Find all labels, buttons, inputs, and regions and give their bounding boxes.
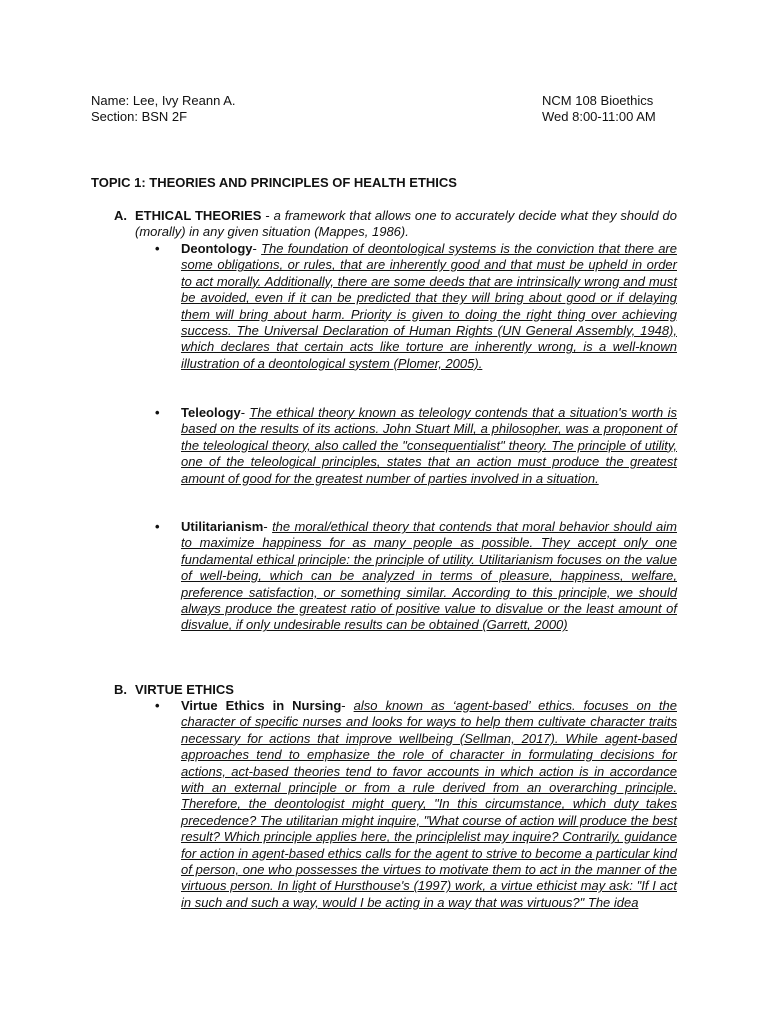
term-label: Utilitarianism	[181, 519, 264, 534]
section-a-heading	[114, 208, 677, 241]
term-label: Virtue Ethics in Nursing	[181, 698, 342, 713]
header-row-2	[91, 109, 666, 125]
term-label: Deontology	[181, 241, 253, 256]
class-schedule: Wed 8:00-11:00 AM	[542, 109, 656, 124]
topic-title: TOPIC 1: THEORIES AND PRINCIPLES OF HEALTH ETHICS	[91, 175, 457, 190]
bullet-list	[155, 405, 677, 487]
bullet-list	[155, 241, 677, 372]
term-description: also known as ‘agent-based’ ethics. focuses on the character of specific nurses and looks for ways to help them cultivate character traits necessary for actions that improve wellbeing (Sellman, 2017). While agent-based approaches tend to emphasize the role of character in formulating decisions for actions, act-based theories tend to favor accounts in which action is in accordance with an external principle or from a rule derived from an overarching principle. Therefore, the deontologist might query, "In this circumstance, which duty takes precedence? The utilitarian might inquire, "What course of action will produce the best result? Which principle applies here, the principlelist may inquire? Contrarily, guidance for action in agent-based ethics calls for the agent to strive to become a particular kind of person, one who possesses the virtues to motivate them to act in the manner of the virtuous person. In light of Hursthouse's (1997) work, a virtue ethicist may ask: "If I act in such and such a way, would I be acting in a way that was virtuous?" The idea	[181, 698, 677, 910]
bullet-icon: •	[155, 519, 160, 534]
term-label: Teleology	[181, 405, 241, 420]
term-dash: -	[341, 698, 354, 713]
section-separator: -	[261, 208, 274, 223]
list-item-teleology	[155, 405, 677, 487]
student-name: Name: Lee, Ivy Reann A.	[91, 93, 236, 108]
bullet-list	[155, 519, 677, 634]
bullet-icon: •	[155, 241, 160, 256]
list-item-deontology	[155, 241, 677, 372]
term-dash: -	[240, 405, 250, 420]
term-description: The foundation of deontological systems is the conviction that there are some obligations, or rules, that are inherently good and that must be upheld in order to act morally. Additionally, there are some deeds that are intrinsically wrong and must be avoided, even if it can be predicted that they will bring about good or if delaying them will bring about harm. Priority is given to doing the right thing over achieving success. The Universal Declaration of Human Rights (UN General Assembly, 1948), which declares that certain acts like torture are inherently wrong, is a well-known illustration of a deontological system (Plomer, 2005).	[181, 241, 677, 371]
section-title: VIRTUE ETHICS	[135, 682, 234, 697]
bullet-icon: •	[155, 405, 160, 420]
section-letter: A.	[114, 208, 127, 223]
section-letter: B.	[114, 682, 127, 697]
list-item-virtue-ethics-nursing	[155, 698, 677, 911]
term-description: The ethical theory known as teleology contends that a situation's worth is based on the results of its actions. John Stuart Mill, a philosopher, was a proponent of the teleological theory, also called the "consequentialist" theory. The principle of utility, one of the teleological principles, states that an action must produce the greatest amount of good for the greatest number of parties involved in a situation.	[181, 405, 677, 486]
section-b-heading	[114, 682, 677, 698]
bullet-list	[155, 698, 677, 911]
list-item-utilitarianism	[155, 519, 677, 634]
section-description: a framework that allows one to accurately decide what they should do (morally) in any given situation (Mappes, 1986).	[135, 208, 677, 240]
student-section: Section: BSN 2F	[91, 109, 188, 124]
term-dash: -	[263, 519, 273, 534]
bullet-icon: •	[155, 698, 160, 713]
header-row-1	[91, 93, 666, 109]
course-name: NCM 108 Bioethics	[542, 93, 654, 108]
term-description: the moral/ethical theory that contends that moral behavior should aim to maximize happiness for as many people as possible. They accept only one fundamental ethical principle: the principle of utility. Utilitarianism focuses on the value of well-being, which can be analyzed in terms of pleasure, happiness, welfare, preference satisfaction, or something similar. According to this principle, we should always produce the greatest ratio of positive value to disvalue or the least amount of disvalue, if only undesirable results can be obtained (Garrett, 2000)	[181, 519, 677, 633]
term-dash: -	[252, 241, 262, 256]
section-title: ETHICAL THEORIES	[135, 208, 262, 223]
